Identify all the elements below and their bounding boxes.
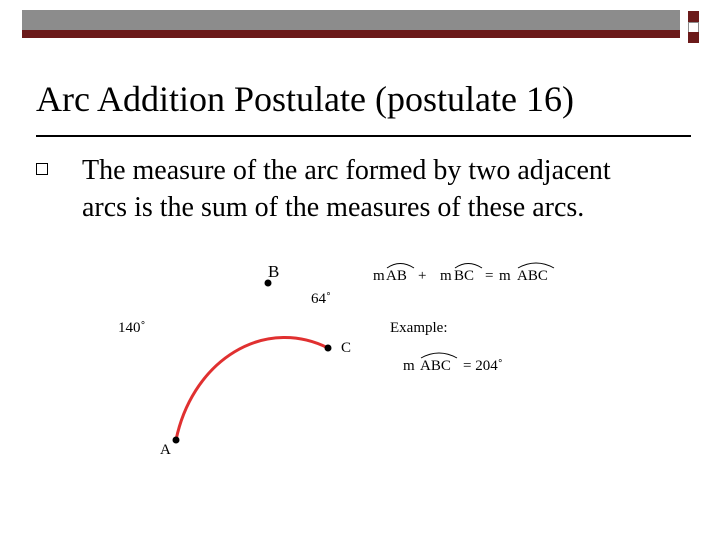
equation-m-1: m	[373, 268, 385, 284]
label-a: A	[160, 442, 171, 458]
arc-abc	[176, 338, 328, 440]
equation-m-2: m	[440, 268, 452, 284]
equation-plus: +	[418, 268, 427, 284]
example-arc-abc: ABC	[420, 358, 451, 374]
equation-equals: =	[485, 268, 494, 284]
equation-arc-bc: BC	[454, 268, 475, 284]
example-heading: Example:	[390, 320, 448, 336]
postulate-text: The measure of the arc formed by two adjacent arcs is the sum of the measures of these arcs.	[82, 155, 611, 223]
label-b: B	[268, 262, 280, 281]
arc-measure-bc: 64˚	[311, 291, 331, 307]
equation-arc-abc: ABC	[517, 268, 548, 284]
slide-title: Arc Addition Postulate (postulate 16)	[36, 79, 574, 119]
example-m: m	[403, 358, 415, 374]
arc-measure-ab: 140˚	[118, 320, 146, 336]
point-c	[325, 345, 332, 352]
example-value: = 204˚	[463, 358, 503, 374]
equation-m-3: m	[499, 268, 511, 284]
equation-arc-ab: AB	[386, 268, 407, 284]
point-a	[173, 437, 180, 444]
label-c: C	[341, 340, 352, 356]
